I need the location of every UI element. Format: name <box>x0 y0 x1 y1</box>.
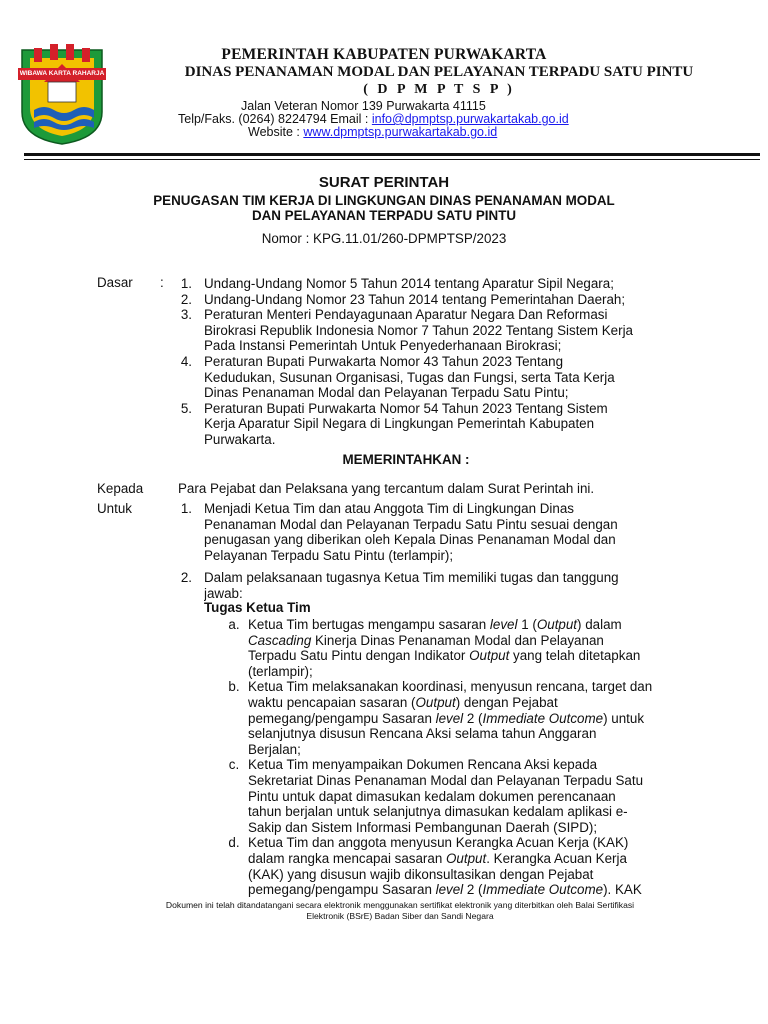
tugas-item-text: pemegang/pengampu Sasaran level 2 (Immediate Outcome) untuk <box>248 710 645 726</box>
website-label: Website : <box>248 125 304 139</box>
logo-motto-text: WIBAWA KARTA RAHARJA <box>19 70 105 77</box>
dasar-item-number: 3. <box>180 307 192 323</box>
tugas-item-text: (KAK) yang disusun wajib dikonsultasikan dengan Pejabat <box>248 866 594 882</box>
dasar-item-text: Kedudukan, Susunan Organisasi, Tugas dan Fungsi, serta Tata Kerja <box>204 369 615 385</box>
esign-footer-line1: Dokumen ini telah ditandatangani secara elektronik menggunakan sertifikat elektronik yang diterbitkan oleh Balai Sertifikasi <box>165 900 635 910</box>
tugas-item-text: Ketua Tim dan anggota menyusun Kerangka Acuan Kerja (KAK) <box>248 835 629 851</box>
dasar-item-number: 1. <box>180 276 192 291</box>
tugas-item-text: (terlampir); <box>248 663 313 679</box>
tugas-item-letter: c. <box>228 757 240 773</box>
tugas-item-text: dalam rangka mencapai sasaran Output. Kerangka Acuan Kerja <box>248 850 627 866</box>
tugas-item-text: Cascading Kinerja Dinas Penanaman Modal dan Pelayanan <box>248 632 604 648</box>
tugas-item-text: Pintu untuk dapat dimasukan kedalam dokumen perencanaan <box>248 788 616 804</box>
dasar-item-5 <box>170 401 698 448</box>
dasar-item-number: 2. <box>180 291 192 307</box>
tugas-item-text: Terpadu Satu Pintu dengan Indikator Output yang telah ditetapkan <box>248 648 641 664</box>
header-contact <box>178 112 569 126</box>
dasar-item-number: 4. <box>180 353 192 369</box>
dasar-item-1 <box>170 276 698 292</box>
dasar-item-text: Dinas Penanaman Modal dan Pelayanan Terpadu Satu Pintu; <box>204 385 569 401</box>
tugas-item-text: tahun berjalan untuk selanjutnya dimasukan kedalam aplikasi e- <box>248 804 628 820</box>
esign-footer <box>130 900 670 922</box>
untuk-item-number: 1. <box>180 501 192 516</box>
tugas-item-text: waktu pencapaian sasaran (Output) dengan Pejabat <box>248 694 558 710</box>
dasar-item-text: Undang-Undang Nomor 23 Tahun 2014 tentang Pemerintahan Daerah; <box>204 291 626 307</box>
tugas-list <box>220 617 698 898</box>
tugas-item-c <box>220 757 698 835</box>
esign-footer-line2: Elektronik (BSrE) Badan Siber dan Sandi Negara <box>306 911 494 921</box>
header-agency-name: DINAS PENANAMAN MODAL DAN PELAYANAN TERPADU SATU PINTU <box>184 64 694 80</box>
logo-motto-banner <box>18 68 106 80</box>
header-telfax: Telp/Faks. (0264) 8224794 Email : <box>178 112 372 126</box>
header-divider-thick <box>24 153 760 156</box>
header-agency-abbrev: ( D P M P T S P ) <box>363 82 515 97</box>
untuk-item-text: jawab: <box>204 585 243 601</box>
tugas-item-text: Ketua Tim menyampaikan Dokumen Rencana Aksi kepada <box>248 757 598 773</box>
dasar-item-text: Pada Instansi Pemerintah Untuk Penyederhanaan Birokrasi; <box>204 338 562 354</box>
email-link[interactable]: info@dpmptsp.purwakartakab.go.id <box>371 112 569 126</box>
tugas-item-text: pemegang/pengampu Sasaran level 2 (Immediate Outcome). KAK <box>248 882 642 898</box>
kepada-label: Kepada <box>97 481 144 496</box>
tugas-item-text: Berjalan; <box>248 741 301 757</box>
tugas-item-a <box>220 617 698 679</box>
dasar-item-text: Undang-Undang Nomor 5 Tahun 2014 tentang Aparatur Sipil Negara; <box>204 276 614 291</box>
kepada-text: Para Pejabat dan Pelaksana yang tercantum dalam Surat Perintah ini. <box>178 481 595 496</box>
tugas-item-text: Ketua Tim melaksanakan koordinasi, menyusun rencana, target dan <box>248 679 653 695</box>
dasar-item-4 <box>170 354 698 401</box>
dasar-label: Dasar <box>97 275 133 290</box>
dasar-item-text: Birokrasi Republik Indonesia Nomor 7 Tahun 2022 Tentang Sistem Kerja <box>204 322 633 338</box>
document-subtitle-line2: DAN PELAYANAN TERPADU SATU PINTU <box>251 208 517 223</box>
dasar-item-2 <box>170 292 698 308</box>
header-government-name: PEMERINTAH KABUPATEN PURWAKARTA <box>221 46 547 63</box>
memerintahkan-heading: MEMERINTAHKAN : <box>342 452 470 467</box>
tugas-item-text: Sakip dan Sistem Informasi Pembangunan Daerah (SIPD); <box>248 819 598 835</box>
dasar-item-text: Peraturan Menteri Pendayagunaan Aparatur Negara Dan Reformasi <box>204 307 608 323</box>
dasar-item-text: Purwakarta. <box>204 431 276 447</box>
header-website-line <box>248 125 497 139</box>
dasar-item-number: 5. <box>180 400 192 416</box>
untuk-item-text: Dalam pelaksanaan tugasnya Ketua Tim memiliki tugas dan tanggung <box>204 570 619 585</box>
dasar-item-text: Peraturan Bupati Purwakarta Nomor 43 Tahun 2023 Tentang <box>204 353 564 369</box>
document-title: SURAT PERINTAH <box>318 174 450 191</box>
untuk-label: Untuk <box>97 501 132 516</box>
untuk-item-text: Penanaman Modal dan Pelayanan Terpadu Satu Pintu sesuai dengan <box>204 516 618 532</box>
tugas-item-letter: d. <box>228 835 240 851</box>
untuk-item-1 <box>170 501 698 563</box>
dasar-colon: : <box>160 275 164 290</box>
untuk-item-text: Pelayanan Terpadu Satu Pintu (terlampir); <box>204 547 454 563</box>
tugas-item-d <box>220 835 698 897</box>
tugas-item-text: Sekretariat Dinas Penanaman Modal dan Pelayanan Terpadu Satu <box>248 772 644 788</box>
untuk-item-text: penugasan yang diberikan oleh Kepala Dinas Penanaman Modal dan <box>204 532 616 548</box>
header-divider-thin <box>24 159 760 160</box>
tugas-ketua-tim-heading: Tugas Ketua Tim <box>204 600 311 615</box>
website-link[interactable]: www.dpmptsp.purwakartakab.go.id <box>303 125 498 139</box>
tugas-item-letter: b. <box>228 679 240 695</box>
dasar-item-text: Kerja Aparatur Sipil Negara di Lingkungan Pemerintah Kabupaten <box>204 416 595 432</box>
dasar-item-3 <box>170 307 698 354</box>
document-number: Nomor : KPG.11.01/260-DPMPTSP/2023 <box>261 231 507 246</box>
tugas-item-text: selanjutnya disusun Rencana Aksi selama tahun Anggaran <box>248 726 597 742</box>
tugas-item-letter: a. <box>228 617 240 632</box>
untuk-item-number: 2. <box>180 570 192 585</box>
tugas-item-b <box>220 679 698 757</box>
document-subtitle-line1: PENUGASAN TIM KERJA DI LINGKUNGAN DINAS PENANAMAN MODAL <box>153 193 615 208</box>
untuk-item-2 <box>170 570 698 601</box>
dasar-item-text: Peraturan Bupati Purwakarta Nomor 54 Tahun 2023 Tentang Sistem <box>204 400 608 416</box>
tugas-item-text: Ketua Tim bertugas mengampu sasaran level 1 (Output) dalam <box>248 617 622 632</box>
header-address: Jalan Veteran Nomor 139 Purwakarta 41115 <box>241 99 486 113</box>
dasar-list <box>170 276 698 448</box>
untuk-item-text: Menjadi Ketua Tim dan atau Anggota Tim di Lingkungan Dinas <box>204 501 574 516</box>
